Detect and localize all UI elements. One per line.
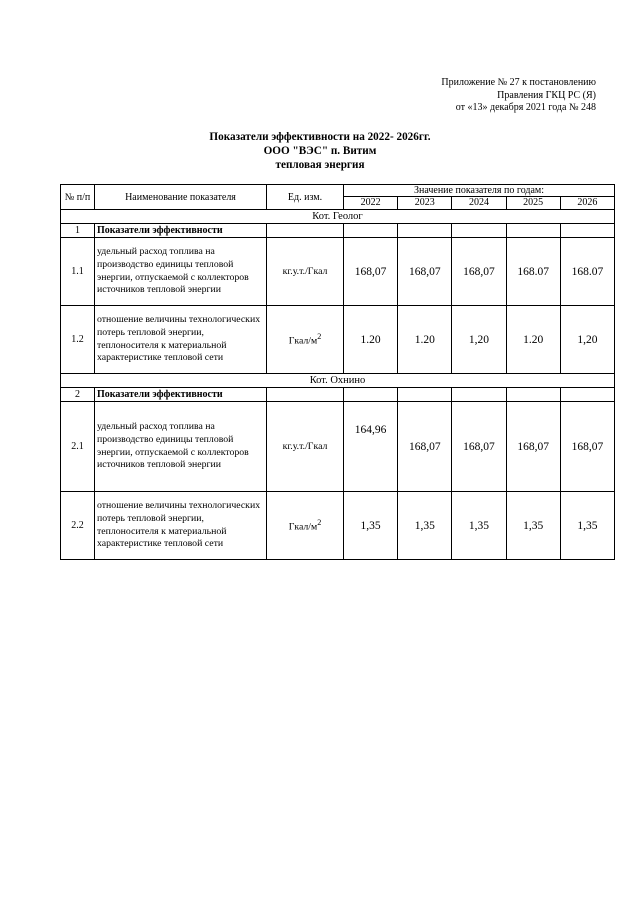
- appendix-line: Приложение № 27 к постановлению: [441, 77, 596, 88]
- unit-cell: [267, 492, 344, 560]
- unit-cell: кг.у.т./Гкал: [267, 402, 344, 492]
- header-year: 2022: [344, 197, 398, 210]
- row-num: 1.1: [61, 238, 95, 306]
- title-line: ООО "ВЭС" п. Витим: [263, 145, 377, 157]
- indicator-name: удельный расход топлива на производство единицы тепловой энергии, отпускаемой с коллекторов источников тепловой энергии: [95, 238, 267, 306]
- unit-text: Гкал/м: [288, 335, 318, 347]
- value-cell: 1.20: [344, 306, 398, 374]
- value-cell: 168,07: [560, 402, 614, 492]
- value-cell: 1,35: [398, 492, 452, 560]
- value-cell: 164,96: [344, 402, 398, 492]
- document-title: [0, 130, 640, 172]
- value-cell: 168,07: [452, 238, 506, 306]
- value-cell: 1,35: [560, 492, 614, 560]
- table-row: [61, 492, 615, 560]
- value-cell: 1,35: [344, 492, 398, 560]
- empty-cell: [560, 388, 614, 402]
- empty-cell: [452, 388, 506, 402]
- value-cell: 168.07: [506, 238, 560, 306]
- header-num: № п/п: [61, 185, 95, 210]
- unit-cell: кг.у.т./Гкал: [267, 238, 344, 306]
- table-row: [61, 238, 615, 306]
- value-cell: 168,07: [398, 238, 452, 306]
- indicator-name: отношение величины технологических потерь тепловой энергии, теплоносителя к материальной характеристике тепловой сети: [95, 306, 267, 374]
- empty-cell: [506, 388, 560, 402]
- section-title: Кот. Геолог: [61, 210, 615, 224]
- value-cell: 168,07: [344, 238, 398, 306]
- value-cell: 1,35: [506, 492, 560, 560]
- value-cell: 1,35: [452, 492, 506, 560]
- empty-cell: [344, 388, 398, 402]
- row-num: 2.1: [61, 402, 95, 492]
- title-line: Показатели эффективности на 2022- 2026гг.: [209, 131, 431, 143]
- group-num: 2: [61, 388, 95, 402]
- unit-cell: [267, 306, 344, 374]
- empty-cell: [267, 388, 344, 402]
- header-year: 2026: [560, 197, 614, 210]
- title-line: тепловая энергия: [275, 159, 365, 171]
- value-cell: 1.20: [398, 306, 452, 374]
- header-values-group: Значение показателя по годам:: [344, 185, 615, 197]
- appendix-line: Правления ГКЦ РС (Я): [497, 89, 596, 101]
- indicator-name: отношение величины технологических потерь тепловой энергии, теплоносителя к материальной характеристике тепловой сети: [95, 492, 267, 560]
- value-cell: 1,20: [452, 306, 506, 374]
- appendix-header: [441, 77, 596, 115]
- unit-text: Гкал/м: [288, 521, 318, 533]
- empty-cell: [344, 224, 398, 238]
- empty-cell: [452, 224, 506, 238]
- value-cell: 168,07: [452, 402, 506, 492]
- indicator-name: удельный расход топлива на производство единицы тепловой энергии, отпускаемой с коллекторов источников тепловой энергии: [95, 402, 267, 492]
- value-cell: 1,20: [560, 306, 614, 374]
- header-year: 2025: [506, 197, 560, 210]
- value-cell: 168,07: [506, 402, 560, 492]
- value-cell: 168.07: [560, 238, 614, 306]
- row-num: 1.2: [61, 306, 95, 374]
- indicators-table: [60, 184, 615, 560]
- header-name: Наименование показателя: [95, 185, 267, 210]
- header-year: 2023: [398, 197, 452, 210]
- value-cell: 168,07: [398, 402, 452, 492]
- group-label: Показатели эффективности: [95, 388, 267, 402]
- row-num: 2.2: [61, 492, 95, 560]
- group-num: 1: [61, 224, 95, 238]
- table-row: [61, 402, 615, 492]
- table-row: [61, 306, 615, 374]
- empty-cell: [506, 224, 560, 238]
- appendix-line: от «13» декабря 2021 года № 248: [455, 102, 596, 113]
- empty-cell: [560, 224, 614, 238]
- empty-cell: [398, 388, 452, 402]
- section-title: Кот. Охнино: [61, 374, 615, 388]
- empty-cell: [398, 224, 452, 238]
- unit-superscript: 2: [317, 332, 322, 342]
- header-unit: Ед. изм.: [267, 185, 344, 210]
- header-year: 2024: [452, 197, 506, 210]
- empty-cell: [267, 224, 344, 238]
- group-label: Показатели эффективности: [95, 224, 267, 238]
- value-cell: 1.20: [506, 306, 560, 374]
- unit-superscript: 2: [317, 518, 322, 528]
